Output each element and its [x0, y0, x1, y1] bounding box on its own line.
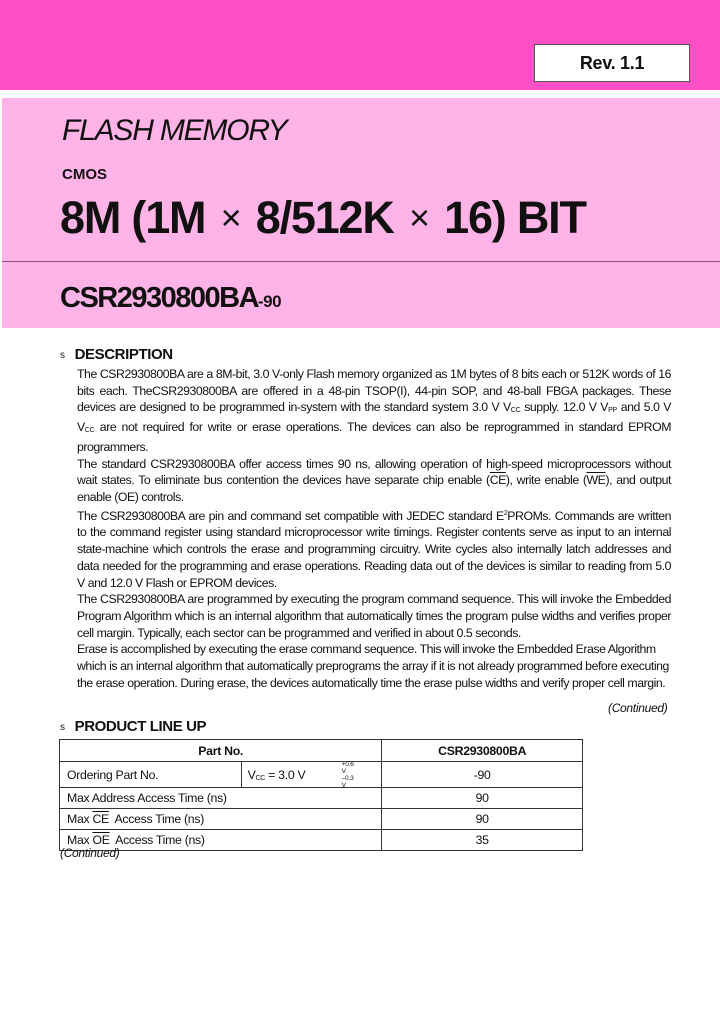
table-row — [60, 809, 583, 830]
row-label: Max $\overline{CE}$ Access Time (ns) — [60, 809, 382, 830]
header-part-no: Part No. — [60, 740, 382, 762]
technology-label: CMOS — [62, 166, 107, 183]
title-divider — [2, 261, 720, 262]
times-symbol: × — [220, 197, 241, 238]
category-title: FLASH MEMORY — [62, 114, 287, 147]
capacity-part-c: 16) BIT — [444, 192, 586, 243]
row-value: -90 — [382, 762, 583, 788]
description-paragraph: The CSR2930800BA are programmed by executing the program command sequence. This will invoke the Embedded Program Algorithm which is an internal algorithm that automatically times the program pulse widths and verifies proper cell margin. Typically, each sector can be programmed and verified in about 0.5 seconds. — [77, 592, 671, 640]
row-value: 90 — [382, 788, 583, 809]
header-device: CSR2930800BA — [382, 740, 583, 762]
capacity-part-b: 8/512K — [255, 192, 394, 243]
table-row — [60, 762, 583, 788]
times-symbol: × — [409, 197, 429, 238]
part-number-title — [60, 282, 281, 315]
product-lineup-table — [59, 739, 583, 851]
continued-note: (Continued) — [608, 701, 668, 715]
vcc-condition: $V_{CC} = 3.0$ V +0.6 V –0.3 V — [241, 762, 382, 788]
part-suffix: -90 — [258, 292, 282, 311]
lineup-heading — [60, 718, 206, 735]
description-paragraph: The CSR2930800BA are a 8M-bit, 3.0 V-only Flash memory organized as 1M bytes of 8 bits each or 512K words of 16 bits each. TheCSR2930800BA are offered in a 48-pin TSOP(I), 44-pin SOP, and 48-ball FBGA packages. These devices are designed to be programmed in-system with the standard system 3.0 V $V_{CC}$ supply. 12.0 V $V_{PP}$ and 5.0 V $V_{CC}$ are not required for write or erase operations. The devices can also be reprogrammed in standard EPROM programmers. — [77, 367, 671, 454]
description-paragraph: The standard CSR2930800BA offer access times 90 ns, allowing operation of high-speed microprocessors without wait states. To eliminate bus contention the devices have separate chip enable $(\overline{CE})$, write enable $(\overline{WE})$, and output enable (OE) controls. — [77, 456, 671, 504]
description-heading — [60, 346, 173, 363]
description-body — [77, 366, 671, 691]
row-label: Max Address Access Time (ns) — [60, 788, 382, 809]
part-number: CSR2930800BA — [60, 282, 259, 314]
row-label: Ordering Part No. — [60, 762, 242, 788]
capacity-part-a: 8M (1M — [60, 192, 206, 243]
table-continued-note: (Continued) — [60, 846, 120, 860]
capacity-title — [60, 192, 586, 244]
table-header-row — [60, 740, 583, 762]
bullet-icon: s — [60, 350, 65, 361]
row-value: 90 — [382, 809, 583, 830]
revision-label: Rev. 1.1 — [534, 44, 690, 82]
bullet-icon: s — [60, 722, 65, 733]
row-value: 35 — [382, 830, 583, 851]
description-paragraph: Erase is accomplished by executing the erase command sequence. This will invoke the Embedded Erase Algorithm which is an internal algorithm that automatically preprograms the array if it is not already programmed before executing the erase operation. During erase, the devices automatically time the erase pulse widths and verify proper cell margin. — [77, 642, 669, 690]
lineup-heading-text: PRODUCT LINE UP — [74, 718, 207, 735]
row-label: Max $\overline{OE}$ Access Time (ns) — [60, 830, 382, 851]
table-row — [60, 788, 583, 809]
table-row — [60, 830, 583, 851]
description-paragraph: The CSR2930800BA are pin and command set compatible with JEDEC standard $E^2PROMs$. Commands are written to the command register using standard microprocessor write timings. Register contents serve as input to an internal state-machine which controls the erase and programming circuitry. Write cycles also internally latch addresses and data needed for the programming and erase operations. Reading data out of the devices is similar to reading from 5.0 V and 12.0 V Flash or EPROM devices. — [77, 508, 672, 590]
description-heading-text: DESCRIPTION — [74, 346, 173, 363]
